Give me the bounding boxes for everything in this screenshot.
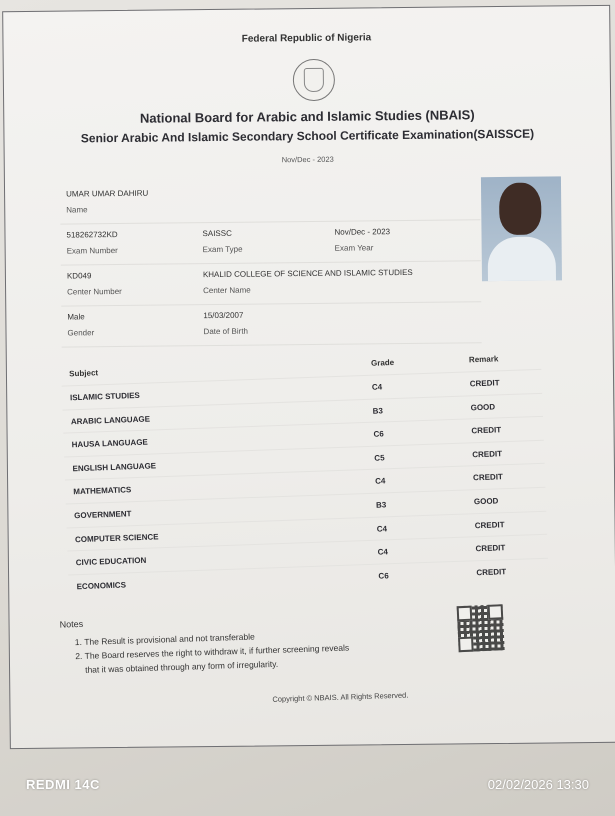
center-number: KD049 (66, 271, 92, 281)
info-row-center (61, 261, 481, 306)
exam-year: Nov/Dec - 2023 (334, 227, 391, 237)
country-heading: Federal Republic of Nigeria (241, 32, 372, 45)
photo-body (488, 236, 557, 281)
exam-number: 518262732KD (66, 230, 118, 240)
subject-cell: HAUSA LANGUAGE (71, 437, 148, 450)
exam-year-label: Exam Year (334, 243, 374, 253)
exam-type: SAISSC (202, 228, 232, 239)
subject-cell: ECONOMICS (76, 580, 127, 591)
board-title: National Board for Arabic and Islamic Studies (NBAIS) (139, 107, 475, 126)
grade-header: Grade (370, 357, 395, 368)
remark-cell: CREDIT (469, 378, 500, 389)
result-document (2, 5, 615, 749)
remark-cell: CREDIT (471, 425, 502, 436)
subject-cell: CIVIC EDUCATION (75, 555, 147, 568)
exam-title: Senior Arabic And Islamic Secondary School Certificate Examination(SAISSCE) (80, 126, 535, 146)
info-row-exam (60, 220, 480, 265)
exam-number-label: Exam Number (66, 246, 118, 256)
subject-cell: MATHEMATICS (73, 485, 132, 497)
remark-cell: CREDIT (474, 519, 505, 530)
copyright-text: Copyright © NBAIS. All Rights Reserved. (272, 690, 409, 704)
notes-section (60, 610, 362, 677)
session-label: Nov/Dec - 2023 (281, 154, 334, 165)
remark-cell: CREDIT (475, 543, 506, 554)
grade-cell: C5 (374, 453, 385, 463)
date-of-birth: 15/03/2007 (203, 310, 244, 321)
candidate-info (60, 179, 482, 347)
info-row-name (60, 179, 480, 224)
remark-cell: GOOD (470, 402, 496, 412)
note-item: 1. The Result is provisional and not transferable (84, 626, 360, 649)
subject-cell: ARABIC LANGUAGE (70, 414, 151, 426)
passport-photo (481, 176, 562, 281)
subject-cell: COMPUTER SCIENCE (74, 531, 159, 544)
notes-list (60, 626, 361, 677)
grade-cell: C4 (374, 476, 386, 487)
center-name: KHALID COLLEGE OF SCIENCE AND ISLAMIC STUDIES (202, 267, 413, 280)
center-number-label: Center Number (67, 286, 122, 297)
coat-of-arms-seal-icon (293, 59, 335, 101)
camera-watermark-device: REDMI 14C (26, 777, 100, 792)
grade-cell: C4 (371, 382, 383, 392)
camera-watermark-datetime: 02/02/2026 13:30 (487, 777, 589, 792)
grade-cell: C4 (377, 547, 389, 557)
grade-cell: C4 (376, 523, 388, 534)
subject-cell: GOVERNMENT (74, 509, 132, 521)
notes-title: Notes (59, 618, 84, 630)
center-name-label: Center Name (203, 285, 251, 296)
subject-cell: ISLAMIC STUDIES (69, 390, 140, 403)
photo-head (499, 183, 542, 235)
date-of-birth-label: Date of Birth (203, 326, 249, 337)
remark-cell: CREDIT (472, 449, 503, 460)
candidate-name: UMAR UMAR DAHIRU (66, 188, 149, 199)
grade-cell: C6 (378, 571, 389, 581)
qr-code-icon (457, 604, 505, 652)
grade-cell: B3 (372, 405, 384, 416)
name-label: Name (66, 205, 88, 215)
remark-cell: CREDIT (472, 472, 504, 483)
gender: Male (67, 312, 85, 322)
gender-label: Gender (67, 328, 95, 338)
note-item: 2. The Board reserves the right to withdraw it, if further screening reveals that it was obtained through any form of irregularity. (84, 640, 361, 677)
remark-cell: GOOD (473, 496, 499, 507)
info-row-personal (61, 302, 481, 347)
subject-cell: ENGLISH LANGUAGE (72, 461, 157, 474)
grade-cell: B3 (375, 500, 387, 510)
exam-type-label: Exam Type (202, 244, 243, 255)
results-table (61, 347, 549, 598)
remark-cell: CREDIT (476, 566, 507, 577)
grade-cell: C6 (373, 429, 384, 439)
remark-header: Remark (468, 354, 499, 365)
subject-header: Subject (69, 368, 99, 379)
